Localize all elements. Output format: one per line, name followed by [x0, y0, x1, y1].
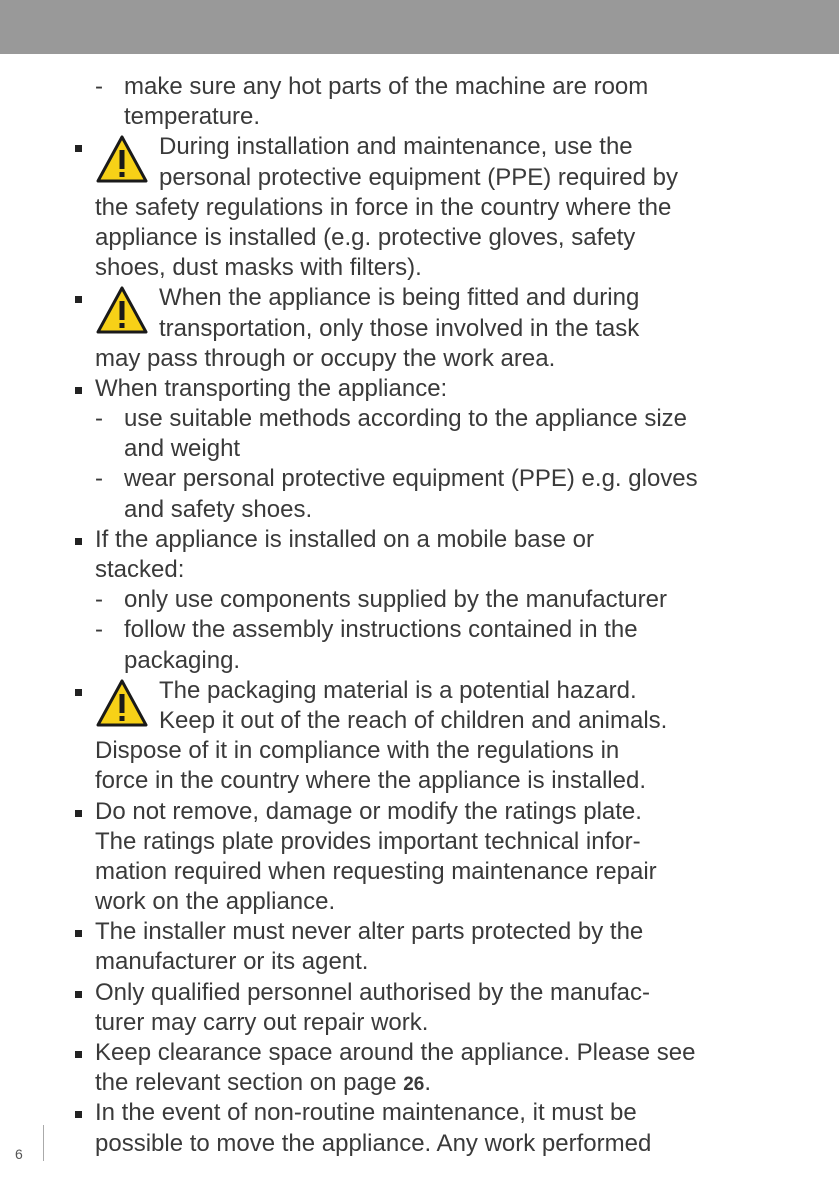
bullet-item [95, 525, 785, 555]
bullet-item [95, 1098, 785, 1128]
text-row [95, 555, 785, 585]
text-line: The ratings plate provides important technical infor- [95, 827, 641, 855]
dash-marker: - [95, 616, 103, 644]
text-line: When the appliance is being fitted and during [159, 284, 640, 312]
text-line: The packaging material is a potential hazard. [159, 676, 637, 704]
square-bullet-icon [75, 991, 82, 998]
text-line: . [424, 1069, 432, 1097]
text-line: When transporting the appliance: [95, 374, 448, 402]
text-line: stacked: [95, 556, 185, 583]
list-item-cont [95, 102, 785, 132]
text-line: make sure any hot parts of the machine are room [124, 73, 649, 100]
text-line: Keep it out of the reach of children and animals. [159, 706, 668, 734]
text-line: shoes, dust masks with filters). [95, 254, 422, 282]
square-bullet-icon [75, 1111, 82, 1118]
page-number-divider [43, 1125, 44, 1161]
text-line: In the event of non-routine maintenance, it must be [95, 1099, 637, 1127]
text-line: If the appliance is installed on a mobile base or [95, 525, 594, 553]
square-bullet-icon [75, 1051, 82, 1058]
square-bullet-icon [75, 689, 82, 696]
list-item [95, 72, 785, 102]
bullet-item [95, 1038, 785, 1068]
text-line: manufacturer or its agent. [95, 948, 369, 976]
text-line: the relevant section on page [95, 1069, 404, 1097]
text-row [95, 766, 785, 796]
text-line: use suitable methods according to the appliance size [124, 405, 688, 433]
text-row [95, 827, 785, 857]
dash-marker: - [95, 465, 103, 493]
text-row [95, 736, 785, 766]
text-row [95, 163, 785, 193]
text-line: temperature. [124, 103, 261, 131]
text-line: the safety regulations in force in the country where the [95, 193, 672, 221]
header-bar [0, 0, 839, 54]
text-row [95, 887, 785, 917]
warning-item [95, 676, 785, 706]
text-line: personal protective equipment (PPE) required by [159, 163, 678, 191]
text-row [95, 495, 785, 525]
dash-marker: - [95, 73, 103, 100]
text-row [95, 193, 785, 223]
text-line: Do not remove, damage or modify the ratings plate. [95, 797, 642, 825]
square-bullet-icon [75, 810, 82, 817]
text-line: packaging. [124, 646, 241, 674]
list-item [95, 404, 785, 434]
text-row [95, 434, 785, 464]
warning-item [95, 132, 785, 162]
text-row [95, 1068, 785, 1098]
text-line: mation required when requesting maintenance repair [95, 857, 657, 885]
text-row [95, 253, 785, 283]
square-bullet-icon [75, 145, 82, 152]
dash-marker: - [95, 405, 103, 433]
page-number: 6 [15, 1146, 23, 1162]
text-line: Keep clearance space around the appliance. Please see [95, 1039, 696, 1066]
text-row [95, 947, 785, 977]
text-line: force in the country where the appliance is installed. [95, 767, 646, 795]
warning-item [95, 283, 785, 313]
text-line: Only qualified personnel authorised by the manufac- [95, 978, 650, 1006]
text-line: work on the appliance. [95, 888, 336, 916]
text-line: and safety shoes. [124, 495, 313, 523]
page-reference-link[interactable]: 26 [403, 1074, 425, 1096]
text-row [95, 314, 785, 344]
text-line: wear personal protective equipment (PPE) e.g. gloves [124, 465, 698, 493]
bullet-item [95, 374, 785, 404]
text-line: Dispose of it in compliance with the regulations in [95, 737, 620, 765]
text-line: and weight [124, 435, 241, 463]
text-line: turer may carry out repair work. [95, 1008, 429, 1036]
bullet-item [95, 978, 785, 1008]
text-line: transportation, only those involved in the task [159, 314, 640, 342]
square-bullet-icon [75, 538, 82, 545]
square-bullet-icon [75, 296, 82, 303]
dash-marker: - [95, 586, 103, 614]
text-row [95, 857, 785, 887]
text-row [95, 344, 785, 374]
text-line: may pass through or occupy the work area. [95, 344, 556, 372]
text-row [95, 1129, 785, 1159]
list-item [95, 615, 785, 645]
list-item [95, 464, 785, 494]
text-line: follow the assembly instructions contained in the [124, 616, 638, 644]
text-line: possible to move the appliance. Any work performed [95, 1129, 652, 1157]
text-line: appliance is installed (e.g. protective gloves, safety [95, 223, 636, 251]
text-row [95, 1008, 785, 1038]
text-row [95, 223, 785, 253]
text-row [95, 646, 785, 676]
square-bullet-icon [75, 387, 82, 394]
square-bullet-icon [75, 930, 82, 937]
text-row [95, 706, 785, 736]
text-line: The installer must never alter parts protected by the [95, 918, 644, 946]
manual-text [95, 72, 785, 1159]
text-line: only use components supplied by the manufacturer [124, 586, 667, 614]
bullet-item [95, 917, 785, 947]
bullet-item [95, 797, 785, 827]
list-item [95, 585, 785, 615]
text-line: During installation and maintenance, use the [159, 133, 633, 161]
